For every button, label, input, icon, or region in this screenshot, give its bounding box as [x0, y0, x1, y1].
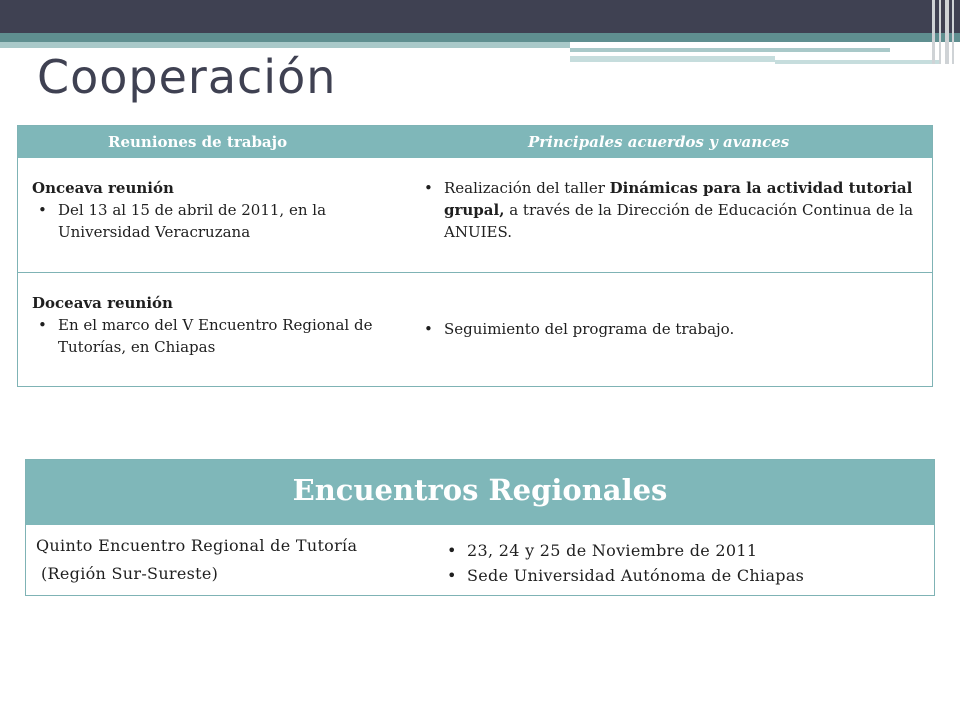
header-stripe [952, 0, 954, 64]
encounter-name-cell [36, 533, 426, 586]
meetings-table [17, 125, 933, 387]
meetings-table-header [18, 126, 932, 158]
agreement-cell [418, 177, 928, 243]
encounters-table [25, 459, 935, 596]
header-bar-teal [0, 33, 960, 42]
encounter-region: (Región Sur-Sureste) [41, 564, 219, 583]
meeting-title: Onceava reunión [32, 179, 174, 197]
agreement-item [418, 177, 928, 243]
header-stripe [939, 0, 941, 64]
header-bar-light-2 [570, 48, 890, 52]
meeting-cell [32, 292, 402, 358]
meeting-title: Doceava reunión [32, 294, 173, 312]
encounter-name: Quinto Encuentro Regional de Tutoría [36, 536, 358, 555]
encounters-title: Encuentros Regionales [292, 473, 668, 507]
meeting-cell [32, 177, 402, 243]
header-bar-dark [0, 0, 960, 33]
column-header-agreements: Principales acuerdos y avances [528, 133, 790, 151]
encounter-venue: • Sede Universidad Autónoma de Chiapas [441, 563, 921, 588]
agreement-cell [418, 318, 928, 340]
slide-title: Cooperación [37, 50, 337, 104]
column-header-meetings: Reuniones de trabajo [108, 133, 288, 151]
header-stripe [945, 0, 949, 64]
encounters-table-header [26, 460, 934, 525]
encounter-details-cell [441, 538, 921, 588]
agreement-item: • Seguimiento del programa de trabajo. [418, 318, 928, 340]
agreement-text: a través de la Dirección de Educación Continua de la ANUIES. [444, 201, 914, 241]
meeting-detail: • En el marco del V Encuentro Regional de Tutorías, en Chiapas [32, 314, 402, 358]
header-bar-light-4 [775, 60, 940, 64]
agreement-text: Realización del taller [444, 179, 610, 197]
header-bar-light-3 [570, 56, 775, 62]
meeting-detail: • Del 13 al 15 de abril de 2011, en la Universidad Veracruzana [32, 199, 402, 243]
header-stripe [932, 0, 935, 64]
header-bar-light [0, 42, 570, 48]
workshop-name: Dinámicas para la actividad tutorial grupal, [444, 179, 913, 219]
encounter-date: • 23, 24 y 25 de Noviembre de 2011 [441, 538, 921, 563]
